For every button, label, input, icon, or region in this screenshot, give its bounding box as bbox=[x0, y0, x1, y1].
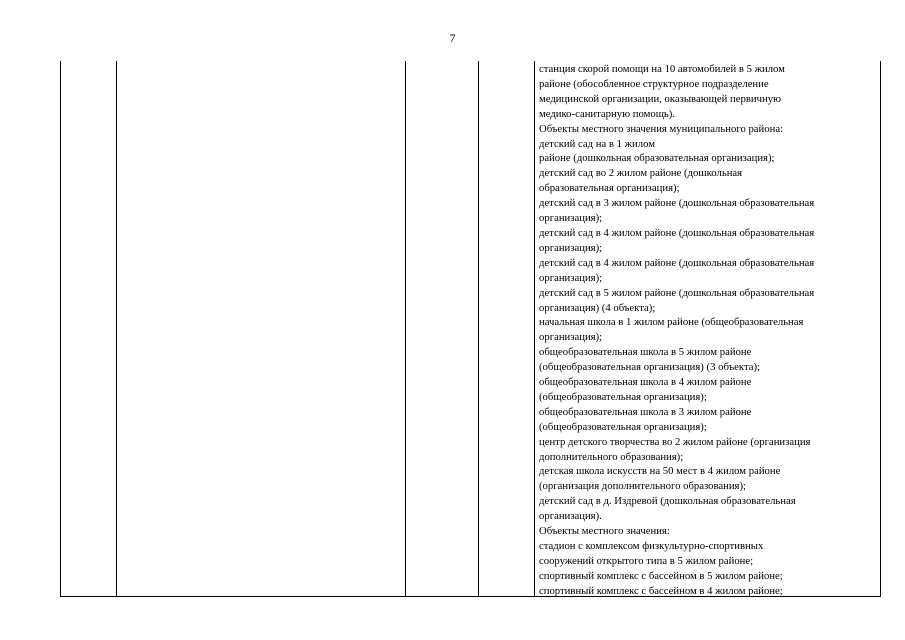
table-column-divider bbox=[478, 61, 479, 596]
text-line: общеобразовательная школа в 5 жилом районе bbox=[539, 346, 752, 359]
text-line: медицинской организации, оказывающей первичную bbox=[539, 92, 782, 105]
text-line: стадион с комплексом физкультурно-спортивных bbox=[539, 540, 764, 552]
text-line: организация). bbox=[539, 510, 602, 523]
table-column-divider bbox=[60, 61, 61, 596]
text-line: начальная школа в 1 жилом районе (общеобразовательная bbox=[539, 316, 804, 329]
text-line: районе (дошкольная образовательная организация); bbox=[539, 152, 775, 165]
table-column-divider bbox=[405, 61, 406, 596]
text-line: спортивный комплекс с бассейном в 4 жилом районе; bbox=[539, 584, 783, 597]
text-line: (общеобразовательная организация); bbox=[539, 390, 707, 403]
text-line: Объекты местного значения муниципального района: bbox=[539, 122, 784, 135]
text-line: (организация дополнительного образования); bbox=[539, 480, 747, 493]
text-line: организация); bbox=[539, 241, 603, 254]
text-line: детский сад в 5 жилом районе (дошкольная образовательная bbox=[539, 286, 815, 299]
text-line: детская школа искусств на 50 мест в 4 жилом районе bbox=[539, 465, 781, 478]
text-line: детский сад в 4 жилом районе (дошкольная образовательная bbox=[539, 256, 815, 269]
text-line: детский сад в 4 жилом районе (дошкольная образовательная bbox=[539, 226, 815, 239]
text-line: спортивный комплекс с бассейном в 5 жилом районе; bbox=[539, 569, 783, 582]
text-line: организация) (4 объекта); bbox=[539, 301, 656, 314]
text-line: дополнительного образования); bbox=[539, 450, 684, 463]
text-line: центр детского творчества во 2 жилом районе (организация bbox=[539, 435, 811, 448]
text-line: организация); bbox=[539, 271, 603, 284]
text-line: сооружений открытого типа в 5 жилом районе; bbox=[539, 554, 754, 567]
text-line: организация); bbox=[539, 212, 603, 225]
text-line: станция скорой помощи на 10 автомобилей в 5 жилом bbox=[539, 63, 785, 75]
text-line: детский сад на в 1 жилом bbox=[539, 137, 655, 150]
text-line: образовательная организация); bbox=[539, 182, 680, 195]
text-line: Объекты местного значения: bbox=[539, 525, 670, 538]
table-column-divider bbox=[116, 61, 117, 596]
table-cell-description bbox=[539, 62, 877, 599]
text-line: детский сад в 3 жилом районе (дошкольная образовательная bbox=[539, 197, 815, 210]
text-line: (общеобразовательная организация) (3 объекта); bbox=[539, 361, 761, 374]
text-line: детский сад во 2 жилом районе (дошкольная bbox=[539, 167, 743, 180]
text-line: районе (обособленное структурное подразделение bbox=[539, 77, 769, 90]
text-line: (общеобразовательная организация); bbox=[539, 420, 707, 433]
text-line: детский сад в д. Издревой (дошкольная образовательная bbox=[539, 495, 796, 508]
page-number: 7 bbox=[449, 31, 456, 45]
text-line: общеобразовательная школа в 3 жилом районе bbox=[539, 405, 752, 418]
text-line: медико-санитарную помощь). bbox=[539, 107, 676, 120]
text-line: организация); bbox=[539, 331, 603, 344]
table bbox=[60, 61, 881, 597]
table-column-divider bbox=[534, 61, 535, 596]
text-line: общеобразовательная школа в 4 жилом районе bbox=[539, 376, 752, 389]
